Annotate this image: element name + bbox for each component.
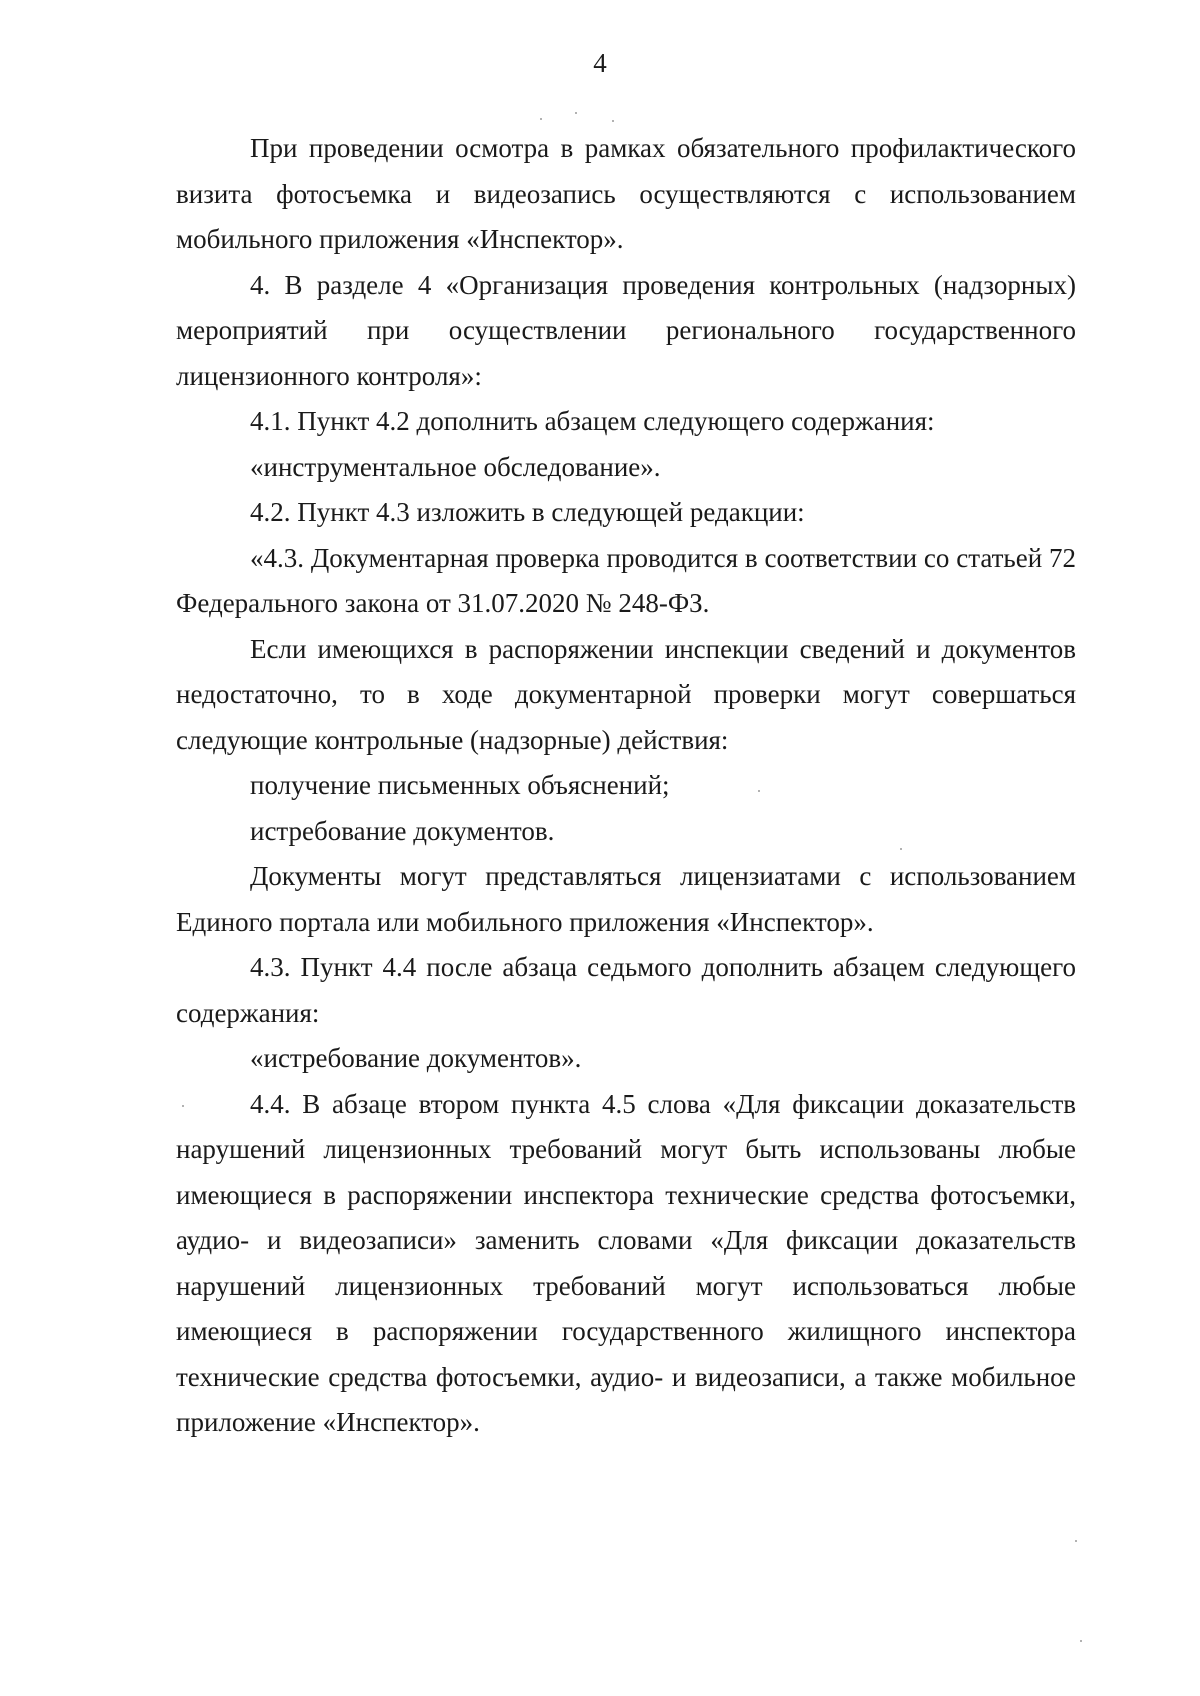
paragraph: «истребование документов». [250, 1043, 582, 1073]
scan-speck [900, 848, 902, 850]
scan-speck [182, 1105, 184, 1107]
page-number: 4 [593, 48, 607, 78]
paragraph: истребование документов. [250, 815, 555, 846]
scan-speck [758, 790, 760, 792]
paragraph: При проведении осмотра в рамках обязательного профилактического визита фотосъемка и видеозапись осуществляются с использованием мобильного приложения «Инспектор». [176, 133, 1076, 254]
scan-speck [575, 112, 577, 114]
paragraph: 4.2. Пункт 4.3 изложить в следующей редакции: [250, 497, 805, 527]
paragraph: Документы могут представляться лицензиатами с использованием Единого портала или мобильного приложения «Инспектор». [176, 861, 1076, 937]
scan-speck [540, 118, 542, 120]
paragraph: получение письменных объяснений; [250, 770, 670, 800]
scan-speck [1075, 1540, 1077, 1542]
paragraph: 4.1. Пункт 4.2 дополнить абзацем следующего содержания: [250, 406, 935, 436]
paragraph: «инструментальное обследование». [250, 451, 661, 482]
paragraph: 4.3. Пункт 4.4 после абзаца седьмого дополнить абзацем следующего содержания: [176, 952, 1076, 1028]
scan-speck [612, 120, 614, 122]
scan-speck [1080, 1640, 1082, 1642]
paragraph: «4.3. Документарная проверка проводится в соответствии со статьей 72 Федерального закона от 31.07.2020 № 248-ФЗ. [176, 542, 1076, 618]
paragraph: 4.4. В абзаце втором пункта 4.5 слова «Для фиксации доказательств нарушений лицензионных требований могут быть использованы любые имеющиеся в распоряжении инспектора технические средства фотосъемки, аудио- и видеозаписи» заменить словами «Для фиксации доказательств нарушений лицензионных требований могут использоваться любые имеющиеся в распоряжении государственного жилищного инспектора технические средства фотосъемки, аудио- и видеозаписи, а также мобильное приложение «Инспектор». [176, 1088, 1076, 1437]
document-body [176, 126, 1076, 1446]
paragraph: 4. В разделе 4 «Организация проведения контрольных (надзорных) мероприятий при осуществлении регионального государственного лицензионного контроля»: [176, 269, 1076, 391]
paragraph: Если имеющихся в распоряжении инспекции сведений и документов недостаточно, то в ходе документарной проверки могут совершаться следующие контрольные (надзорные) действия: [176, 633, 1076, 755]
